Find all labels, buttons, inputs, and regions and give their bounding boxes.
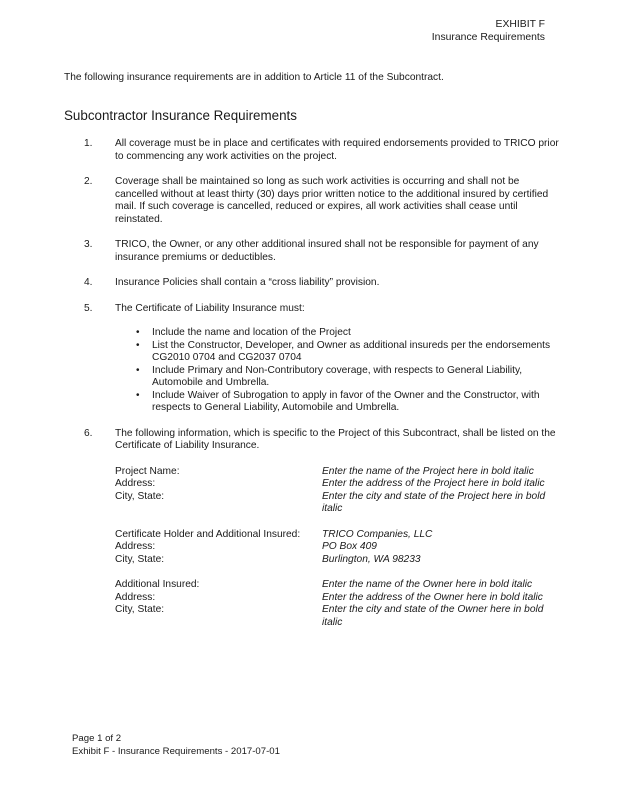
- holder-city-value: Burlington, WA 98233: [322, 553, 421, 565]
- info-row: [115, 466, 565, 479]
- info-row: [115, 529, 565, 542]
- item-number: 5.: [84, 302, 93, 314]
- bullet-item: • List the Constructor, Developer, and Owner as additional insureds per the endorsements CG2010 0704 and CG2037 0704: [135, 340, 565, 365]
- requirement-item-1: [0, 138, 623, 163]
- requirements-list: [0, 138, 623, 642]
- info-row: [115, 478, 565, 491]
- bullet-item: • Include Waiver of Subrogation to apply in favor of the Owner and the Constructor, with respects to General Liability, Automobile and Umbrella.: [135, 390, 565, 415]
- info-row: [115, 491, 565, 516]
- project-city-label: City, State:: [115, 490, 165, 502]
- certificate-holder-group: [115, 529, 565, 567]
- info-row: [115, 541, 565, 554]
- section-title: Subcontractor Insurance Requirements: [64, 108, 297, 123]
- item-text: Coverage shall be maintained so long as such work activities is occurring and shall not be cancelled without at least thirty (30) days prior written notice to the additional insured by certified mail. If such coverage is cancelled, reduced or expires, all work activities shall cease until reinstated.: [115, 176, 549, 225]
- bullet-item: • Include the name and location of the Project: [135, 327, 565, 340]
- info-row: [115, 592, 565, 605]
- holder-address-label: Address:: [115, 541, 156, 552]
- holder-city-label: City, State:: [115, 553, 165, 565]
- exhibit-label: EXHIBIT F: [495, 19, 545, 30]
- item-text: The Certificate of Liability Insurance must:: [115, 302, 305, 314]
- additional-address-label: Address:: [115, 591, 156, 603]
- item-number: 2.: [84, 176, 93, 187]
- additional-address-value: Enter the address of the Owner here in bold italic: [322, 591, 543, 603]
- holder-name-value: TRICO Companies, LLC: [322, 528, 433, 540]
- additional-city-value: Enter the city and state of the Owner here in bold italic: [322, 604, 544, 628]
- document-header: [432, 18, 545, 44]
- project-name-value: Enter the name of the Project here in bold italic: [322, 465, 534, 477]
- holder-name-label: Certificate Holder and Additional Insured:: [115, 528, 301, 540]
- project-info-group: [115, 466, 565, 516]
- project-name-label: Project Name:: [115, 465, 180, 477]
- requirement-item-4: [0, 277, 623, 290]
- certificate-info: [115, 466, 565, 630]
- additional-city-label: City, State:: [115, 604, 165, 615]
- project-address-value: Enter the address of the Project here in bold italic: [322, 478, 545, 489]
- page-number: Page 1 of 2: [72, 733, 122, 744]
- item-text: All coverage must be in place and certificates with required endorsements provided to TRICO prior to commencing any work activities on the project.: [115, 138, 559, 162]
- project-city-value: Enter the city and state of the Project here in bold italic: [322, 490, 546, 514]
- document-id: Exhibit F - Insurance Requirements - 2017-07-01: [72, 745, 280, 757]
- item-number: 6.: [84, 427, 93, 439]
- holder-address-value: PO Box 409: [322, 541, 377, 552]
- additional-insured-group: [115, 579, 565, 629]
- item-text: TRICO, the Owner, or any other additional insured shall not be responsible for payment of any insurance premiums or deductibles.: [115, 239, 539, 263]
- requirement-item-2: [0, 176, 623, 226]
- item-number: 3.: [84, 239, 93, 250]
- certificate-requirements-bullets: [135, 327, 565, 415]
- item-text: Insurance Policies shall contain a “cross liability” provision.: [115, 277, 380, 288]
- info-row: [115, 554, 565, 567]
- info-row: [115, 579, 565, 592]
- exhibit-subtitle: Insurance Requirements: [431, 32, 545, 43]
- item-text: The following information, which is specific to the Project of this Subcontract, shall be listed on the Certificate of Liability Insurance.: [115, 427, 556, 451]
- intro-paragraph: The following insurance requirements are in addition to Article 11 of the Subcontract.: [64, 72, 444, 83]
- item-number: 1.: [84, 138, 93, 149]
- bullet-item: • Include Primary and Non-Contributory coverage, with respects to General Liability, Automobile and Umbrella.: [135, 365, 565, 390]
- requirement-item-3: [0, 239, 623, 264]
- additional-name-label: Additional Insured:: [115, 579, 200, 590]
- item-number: 4.: [84, 277, 93, 288]
- project-address-label: Address:: [115, 478, 156, 489]
- additional-name-value: Enter the name of the Owner here in bold italic: [322, 579, 533, 590]
- requirement-item-6: [0, 428, 623, 630]
- requirement-item-5: [0, 303, 623, 415]
- document-footer: [72, 733, 280, 758]
- info-row: [115, 604, 565, 629]
